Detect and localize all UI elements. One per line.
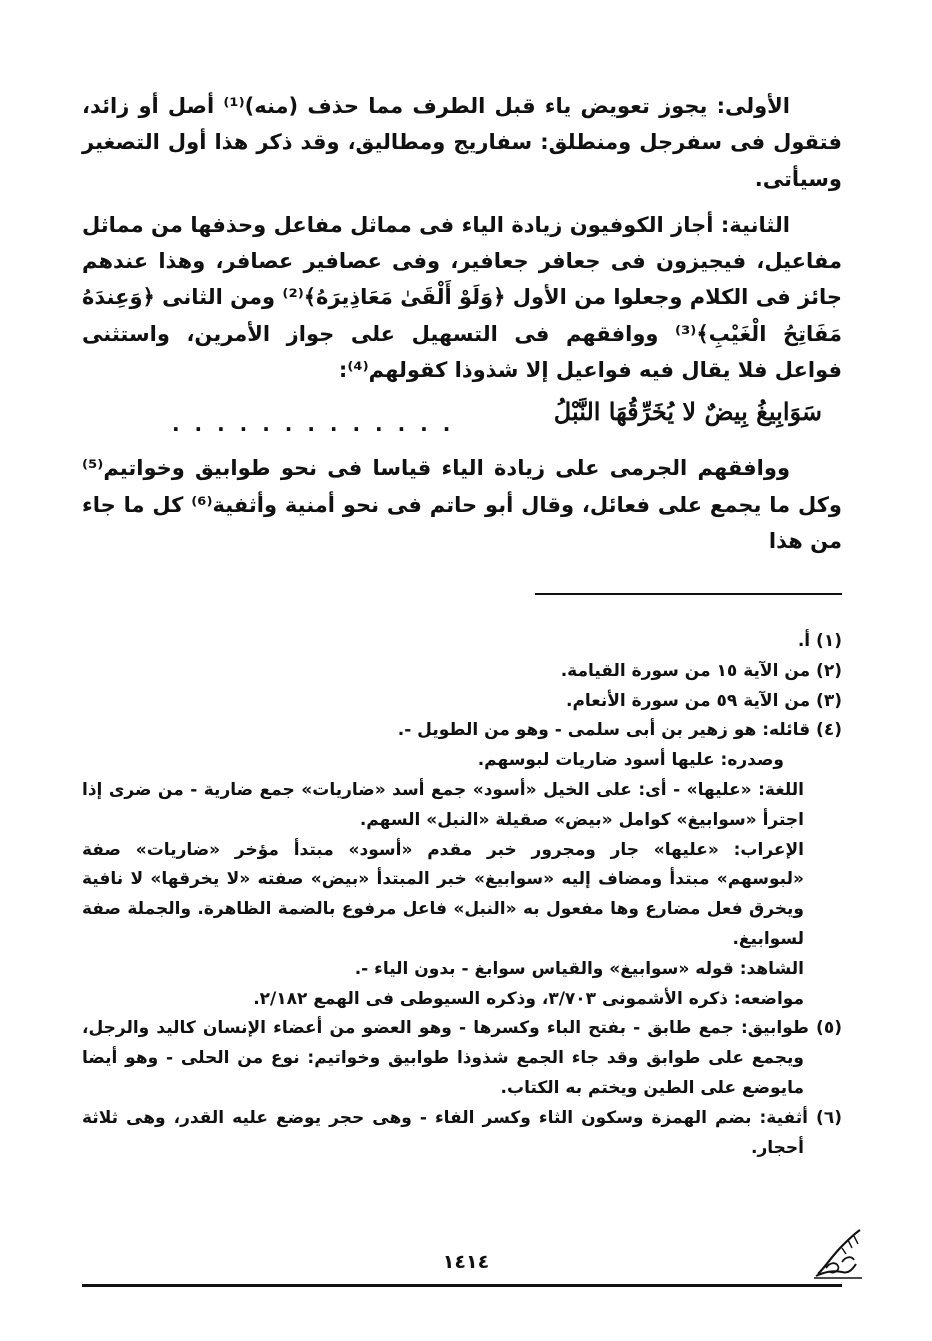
verse-omitted-dots: . . . . . . . . . . . . . xyxy=(172,412,455,437)
footnote-4: (٤) قائله: هو زهير بن أبى سلمى - وهو من الطويل -. xyxy=(397,720,842,741)
paragraph-first-rule: الأولى: يجوز تعويض ياء قبل الطرف مما حذف (منه)⁽¹⁾ أصل أو زائد، فتقول فى سفرجل ومنطلق: سفاريج ومطاليق، وقد ذكر هذا أول التصغير وسيأتى. xyxy=(82,94,842,191)
footnote-3: (٣) من الآية ٥٩ من سورة الأنعام. xyxy=(565,690,842,711)
bottom-rule xyxy=(82,1284,842,1287)
footnote-4-irab: الإعراب: «عليها» جار ومجرور خبر مقدم «أسود» مبتدأ مؤخر «ضاريات» صفة «لبوسهم» مبتدأ ومضاف إليه «سوابيغ» خبر المبتدأ «بيض» صفته «لا يخرقها» لا نافية ويخرق فعل مضارع وها مفعول به «النبل» فاعل مرفوع بالضمة الظاهرة. والجملة صفة لسوابيغ. xyxy=(82,839,804,949)
footnote-1: (١) أ. xyxy=(797,631,842,651)
footnotes xyxy=(82,627,842,1163)
verse-hemistich: سَوَابِيغُ بِيضٌ لا يُخَرِّقُهَا النَّبْلُ xyxy=(553,397,822,427)
footnote-4-shahid: الشاهد: قوله «سوابيغ» والقياس سوابغ - بدون الياء -. xyxy=(354,958,804,979)
footnote-4-lugha: اللغة: «عليها» - أى: على الخيل «أسود» جمع أسد «ضاريات» جمع ضارية - من ضرى إذا اجترأ «سوابيغ» كوامل «بيض» صقيلة «النبل» السهم. xyxy=(82,779,804,830)
poetry-verse xyxy=(82,394,842,444)
footnote-4-sadr: وصدره: عليها أسود ضاريات لبوسهم. xyxy=(477,750,784,771)
paragraph-jarmi: ووافقهم الجرمى على زيادة الياء قياسا فى نحو طوابيق وخواتيم⁽⁵⁾ وكل ما يجمع على فعائل، وقال أبو حاتم فى نحو أمنية وأثفية⁽⁶⁾ كل ما جاء من هذا xyxy=(82,456,842,553)
footnote-4-mawadi: مواضعه: ذكره الأشمونى ٣/٧٠٣، وذكره السيوطى فى الهمع ٢/١٨٢. xyxy=(253,988,804,1009)
paragraph-second-rule: الثانية: أجاز الكوفيون زيادة الياء فى مماثل مفاعل وحذفها من مماثل مفاعيل، فيجيزون فى جعافر جعافير، وفى عصافير عصافر، وهذا عندهم جائز فى الكلام وجعلوا من الأول ﴿وَلَوْ أَلْقَىٰ مَعَاذِيرَهُ﴾⁽²⁾ ومن الثانى ﴿وَعِندَهُ مَفَاتِحُ الْغَيْبِ﴾⁽³⁾ ووافقهم فى التسهيل على جواز الأمرين، واستثنى فواعل فلا يقال فيه فواعيل إلا شذوذا كقولهم⁽⁴⁾: xyxy=(82,212,842,383)
footnote-5: (٥) طوابيق: جمع طابق - بفتح الباء وكسرها - وهو العضو من أعضاء الإنسان كاليد والرجل، ويجمع على طوابق وقد جاء الجمع شذوذا طوابيق وخواتيم: نوع من الحلى - وهو أيضا مايوضع على الطين ويختم به الكتاب. xyxy=(82,1018,842,1098)
footnote-6: (٦) أثفية: بضم الهمزة وسكون الثاء وكسر الفاء - وهى حجر يوضع عليه القدر، وهى ثلاثة أحجار. xyxy=(82,1107,842,1158)
publisher-calligraphy-logo-icon xyxy=(812,1226,864,1282)
main-text xyxy=(82,88,842,559)
page-number: ١٤١٤ xyxy=(442,1251,490,1273)
footnote-2: (٢) من الآية ١٥ من سورة القيامة. xyxy=(560,660,842,681)
footnote-separator xyxy=(535,593,842,595)
